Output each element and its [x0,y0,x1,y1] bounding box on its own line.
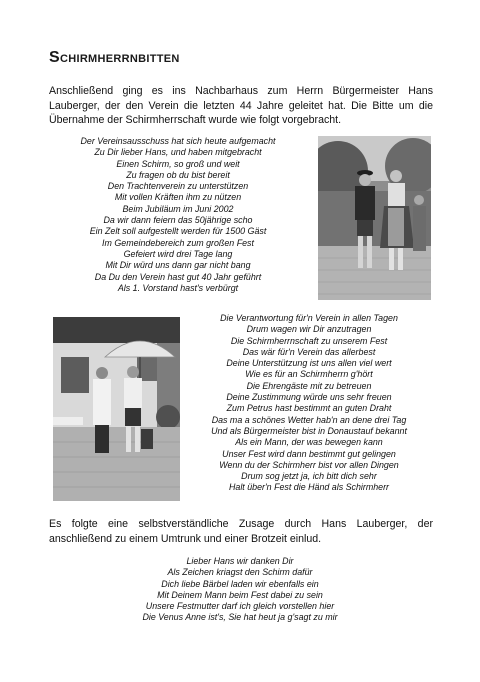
poem-line: Als Zeichen kriagst den Schirm dafür [167,567,313,578]
poem-line: Drum sog jetzt ja, ich bitt dich sehr [241,471,377,482]
poem-line: Deine Unterstützung ist uns allen viel wert [226,358,392,369]
poem-line: Mit Deinem Mann beim Fest dabei zu sein [157,589,323,600]
poem-line: Die Verantwortung für'n Verein in allen Tagen [220,313,398,323]
poem-line: Lieber Hans wir danken Dir [186,556,294,566]
poem-line: Drum wagen wir Dir anzutragen [246,324,372,335]
poem-line: Die Ehrengäste mit zu betreuen [246,380,372,391]
photo-couple-in-tracht [318,136,431,300]
poem-line: Die Venus Anne ist's, Sie hat heut ja g'sagt zu mir [142,612,338,623]
poem-line: Im Gemeindebereich zum großen Fest [102,237,254,248]
poem-line: Das wär für'n Verein das allerbest [242,346,376,357]
poem-line: Unser Fest wird dann bestimmt gut gelingen [222,448,396,459]
poem-line: Zum Petrus hast bestimmt an guten Draht [226,403,392,414]
poem-thanks [95,556,385,624]
poem-line: Zu Dir lieber Hans, und haben mitgebracht [94,147,262,158]
poem-line: Mit vollen Kräften ihm zu nützen [114,192,242,203]
poem-line: Der Vereinsausschuss hat sich heute aufgemacht [80,136,276,146]
poem-line: Da Du den Verein hast gut 40 Jahr geführt [94,271,262,282]
poem-line: Und als Bürgermeister bist in Donaustauf bekannt [211,425,407,436]
poem-request [49,136,307,294]
poem-line: Einen Schirm, so groß und weit [116,158,240,169]
poem-line: Den Trachtenverein zu unterstützen [107,181,249,192]
poem-line: Das ma a schönes Wetter hab'n an dene drei Tag [211,414,407,425]
poem-line: Als 1. Vorstand hast's verbürgt [117,282,239,293]
outro-paragraph: Es folgte eine selbstverständliche Zusage durch Hans Lauberger, der anschließend zu einem Umtrunk und einer Brotzeit einlud. [49,518,433,545]
intro-paragraph: Anschließend ging es ins Nachbarhaus zum Herrn Bürgermeister Hans Lauberger, der den Verein die letzten 44 Jahre geleitet hat. Die Bitte um die Übernahme der Schirmherrschaft wurde wie folgt vorgebracht. [49,85,433,126]
poem-line: Zu fragen ob du bist bereit [126,169,230,180]
page-title: Schirmherrnbitten [49,49,180,66]
poem-line: Beim Jubiläum im Juni 2002 [122,203,234,214]
poem-line: Wie es für an Schirmherrn g'hört [245,369,373,380]
poem-line: Gefeiert wird drei Tage lang [123,248,233,259]
poem-line: Da wir dann feiern das 50jährige scho [103,215,253,226]
poem-line: Unsere Festmutter darf ich gleich vorstellen hier [145,601,335,612]
photo-umbrella-handover [53,317,180,501]
poem-request-continued [186,313,432,494]
poem-line: Deine Zustimmung würde uns sehr freuen [226,392,392,403]
poem-line: Ein Zelt soll aufgestellt werden für 1500 Gäst [89,226,267,237]
poem-line: Dich liebe Bärbel laden wir ebenfalls ein [161,578,319,589]
poem-line: Die Schirmherrnschaft zu unserem Fest [230,335,388,346]
poem-line: Als ein Mann, der was bewegen kann [235,437,383,448]
poem-line: Wenn du der Schirmherr bist vor allen Dingen [219,459,399,470]
poem-line: Mit Dir würd uns dann gar nicht bang [105,260,251,271]
poem-line: Halt über'n Fest die Händ als Schirmherr [228,482,390,493]
